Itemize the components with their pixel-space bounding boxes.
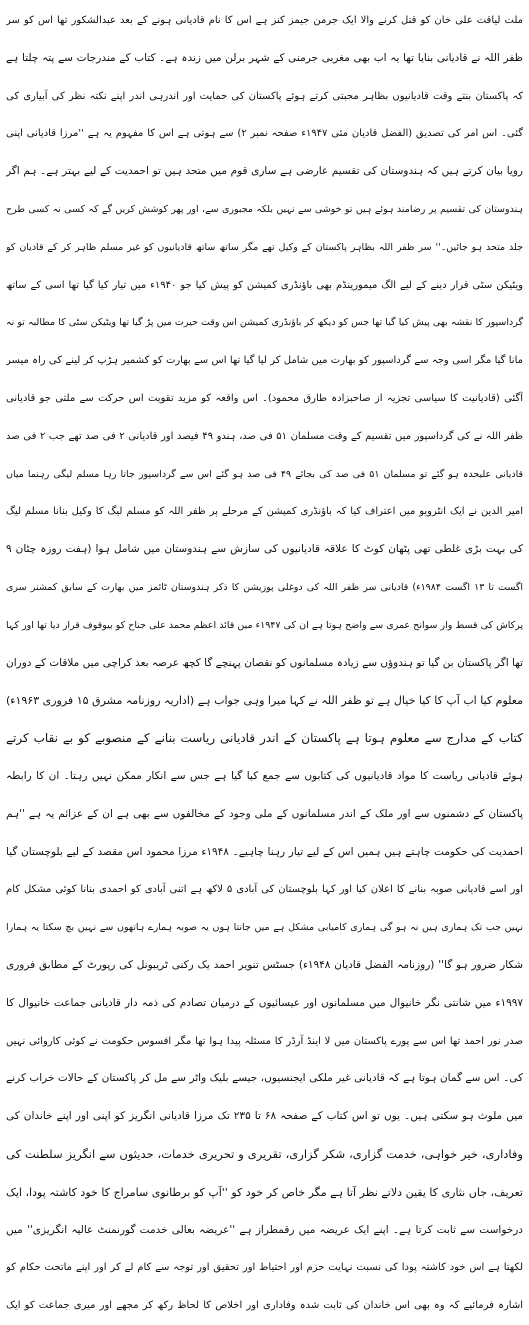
article-line: پرکاش کی قسط وار سوانح عمری سے واضح ہوتا ہے ان کی ۱۹۴۷ء میں قائد اعظم محمد علی جناح کو بیوقوف قرار دیا تھا اور کہا [6,619,523,631]
article-line: ویٹیکن سٹی قرار دینے کے لیے الگ میمورینڈم بھی باؤنڈری کمیشن کو پیش کیا جو ۱۹۴۰ء میں تیار کیا گیا تھا اسی کے ساتھ [6,279,523,291]
article-line: ظفر اللہ نے کی گرداسپور میں تقسیم کے وقت مسلمان ۵۱ فی صد، ہندو ۴۹ فیصد اور قادیانی ۲ فی صد تھے جب ۲ فی صد [6,430,523,442]
article-line: معلوم کیا اب آپ کا کیا خیال ہے تو ظفر اللہ نے کہا میرا وہی جواب ہے (اداریہ روزنامہ مشرق ۱۵ فروری ۱۹۶۳ء) [6,694,523,708]
article-line: پاکستان کے دشمنوں سے اور ملک کے اندر مسلمانوں کے ملی وجود کے مخالفوں سے بھی ہے ان کے عزائم یہ ہے ''ہم [6,807,523,820]
article-line: اگست تا ۱۳ اگست ۱۹۸۴ء) قادیانی سر ظفر اللہ کی دوغلی پوزیشن کا ذکر ہندوستان ٹائمز میں بھارت کے سابق کمشنر سری [6,581,523,593]
article-line: ملت لیاقت علی خان کو قتل کرنے والا ایک جرمن جیمز کنز ہے اس کا نام قادیانی ہونے کے بعد عبدالشکور تھا اس کو سر [6,15,523,26]
article-line: احمدیت کی حکومت چاہتے ہیں ہمیں اس کے لیے تیار رہنا چاہیے۔ ۱۹۴۸ء مرزا محمود اس مقصد کے لیے بلوچستان گیا [6,845,523,858]
article-line: لکھتا ہے اس خود کاشتہ پودا کی نسبت نہایت حزم اور احتیاط اور تحقیق اور توجہ سے کام لے کر اور اپنے ماتحت حکام کو [6,1262,523,1274]
article-line: ۱۹۹۷ء میں شانتی نگر خانیوال میں مسلمانوں اور عیسائیوں کے درمیان تصادم کی ذمہ دار قادیانی جماعت خانیوال کا [6,996,523,1009]
article-line: صدر نور احمد تھا اس سے پورے پاکستان میں لا اینڈ آرڈر کا مسئلہ پیدا ہوا تھا مگر افسوس حکومت نے کوئی کاروائی نہیں [6,1035,523,1047]
article-line: رویا بیان کرتے ہیں کہ ہندوستان کی تقسیم عارضی ہے ساری قوم میں متحد ہیں تو احمدیت کے لیے بہتر ہے۔ ہم اگر [6,165,523,178]
article-line: تعریف، جاں نثاری کا یقین دلاتے نظر آتا ہے مگر خاص کر خود کو ''آپ کو برطانوی سامراج کا خود کاشتہ پودا، ایک [6,1185,523,1199]
article-line: قادیانی علیحدہ ہو گئے تو مسلمان ۵۱ فی صد کی بجائے ۴۹ فی صد ہو گئے اس سے گرداسپور جاتا رہا مسلم لیگی رہنما میاں [6,468,523,480]
article-line: کی۔ اس سے گمان ہوتا ہے کہ قادیانی غیر ملکی ایجنسیوں، جیسے بلیک واٹر سے مل کر پاکستان کے حالات خراب کرنے [6,1072,523,1085]
article-line: تھا اگر پاکستان بن گیا تو ہندوؤں سے زیادہ مسلمانوں کو نقصان پہنچے گا کچھ عرصہ بعد کراچی میں ملاقات کے دوران [6,656,523,669]
article-line: کی بہت بڑی غلطی تھی پٹھان کوٹ کا علاقہ قادیانیوں کی سازش سے ہندوستان میں شامل ہوا (ہفت روزہ چٹان ۹ [6,543,523,556]
article-line: درخواست سے ثابت کرتا ہے۔ اپنے ایک عریضہ میں رقمطراز ہے ''عریضہ بعالی خدمت گورنمنٹ عالیہ انگریزی'' میں [6,1223,523,1236]
article-line: امیر الدین نے ایک انٹرویو میں اعتراف کیا کہ باؤنڈری کمیشن کے مرحلے پر ظفر اللہ کو مسلم لیگ کا وکیل بنانا مسلم لیگ [6,506,523,518]
article-line: آگئی (قادیانیت کا سیاسی تجزیہ از صاحبزادہ طارق محمود)۔ اس واقعہ کو مزید تقویت اس حرکت سے ملتی جو قادیانی [6,392,523,404]
article-line: وفاداری، خیر خواہی، خدمت گزاری، شکر گزاری، تقریری و تحریری خدمات، حدیثوں سے انگریز سلطنت کی [6,1146,523,1161]
article-line: ہندوستان کی تقسیم پر رضامند ہوئے ہیں تو خوشی سے نہیں بلکہ مجبوری سے، اور پھر کوشش کریں گے کہ کسی نہ کسی طرح [6,203,523,215]
article-line: اشارہ فرمائیے کہ وہ بھی اس خاندان کی ثابت شدہ وفاداری اور اخلاص کا لحاظ رکھ کر مجھے اور میری جماعت کو ایک [6,1300,523,1312]
article-line: گئی۔ اس امر کی تصدیق (الفضل قادیان مئی ۱۹۴۷ء صفحہ نمبر ۲) سے ہوتی ہے اس کا مفہوم یہ ہے ''مرزا قادیانی اپنی [6,128,523,140]
article-line: مانا گیا مگر اسی وجہ سے گرداسپور کو بھارت میں شامل کر لیا گیا تھا اس سے بھارت کو کشمیر ہڑپ کر لینے کی راہ میسر [6,355,523,367]
article-line: نہیں جب تک ہماری ہیں نہ ہو گی ہماری کامیابی مشکل ہے میں جانتا ہوں یہ صوبہ ہمارے ہاتھوں سے نہیں بچ سکتا یہ ہمارا [6,922,523,934]
article-line: شکار ضرور ہو گا'' (روزنامہ الفضل قادیان ۱۹۴۸ء) جسٹس تنویر احمد یک رکنی ٹریبونل کی رپورٹ کے مطابق فروری [6,958,523,971]
article-line: ظفر اللہ نے قادیانی بنایا تھا یہ اب بھی مغربی جرمنی کے شہر برلن میں زندہ ہے۔ کتاب کے مندرجات سے پتہ چلتا ہے [6,51,523,64]
article-line: کہ پاکستان بنتے وقت قادیانیوں بظاہر محبتی کرتے ہوئے پاکستان کی حمایت اور اندرہی اندر اپنے نکتہ نظر کی آبیاری کی [6,90,523,102]
article-line: اور اسے قادیانی صوبہ بنانے کا اعلان کیا اور کہا بلوچستان کی آبادی ۵ لاکھ ہے اتنی آبادی کو احمدی بنانا کوئی مشکل کام [6,884,523,896]
article-line: کتاب کے مدارج سے معلوم ہوتا ہے پاکستان کے اندر قادیانی ریاست بنانے کے منصوبے کو بے نقاب کرتے [6,731,523,746]
article-line: گرداسپور کا نقشہ بھی پیش کیا گیا تھا جس کو دیکھ کر باؤنڈری کمیشن اس وقت حیرت میں پڑ گیا تھا ویٹیکن سٹی کا مطالبہ تو نہ [6,317,523,329]
article-line: جلد متحد ہو جائیں۔'' سر ظفر اللہ بظاہر پاکستان کے وکیل تھے مگر ساتھ ساتھ قادیانیوں کو غیر مسلم ظاہر کر کے قادیان کو [6,241,523,253]
article-line: ہوئے قادیانی ریاست کا مواد قادیانیوں کی کتابوں سے جمع کیا گیا ہے جس سے انکار ممکن نہیں رہتا۔ ان کا رابطہ [6,769,523,782]
article-line: میں ملوث ہو سکتی ہیں۔ یوں تو اس کتاب کے صفحہ ۶۸ تا ۲۳۵ تک مرزا قادیانی انگریز کو اپنی اور اپنے خاندان کی [6,1110,523,1123]
